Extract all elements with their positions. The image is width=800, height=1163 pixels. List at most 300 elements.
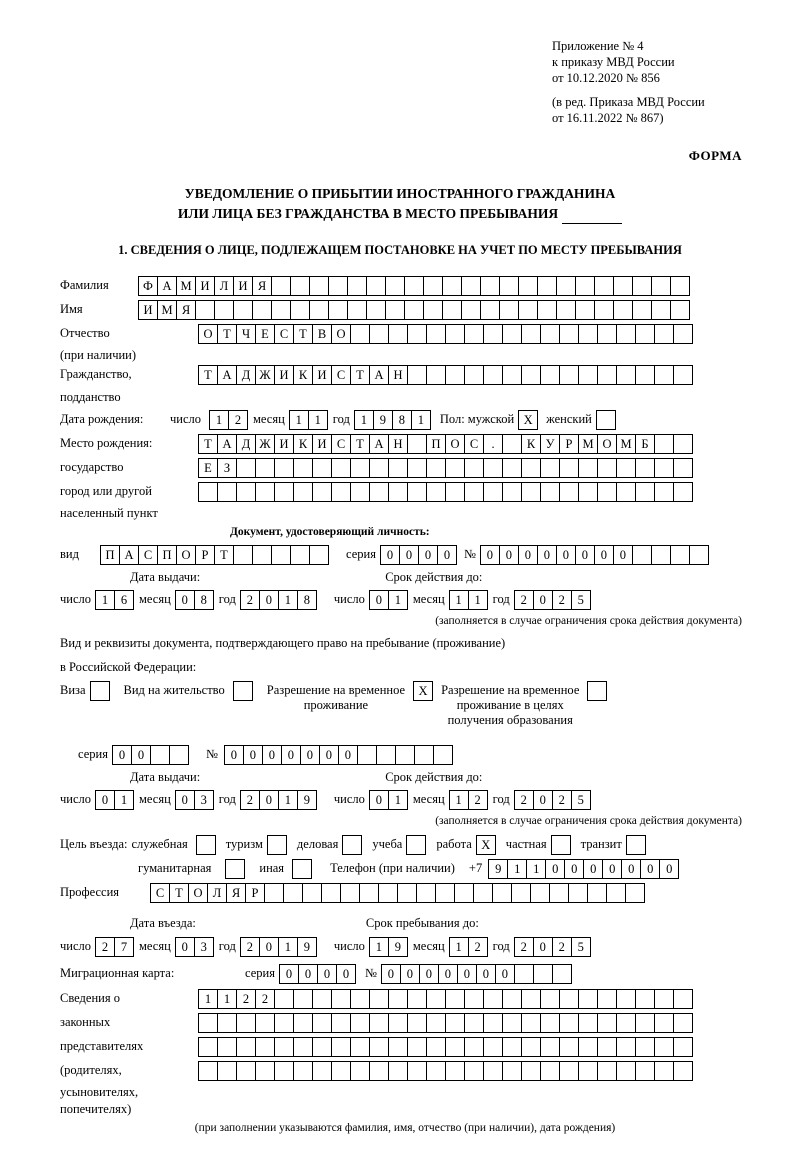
char-cell[interactable] — [673, 1061, 693, 1081]
char-cell[interactable] — [397, 883, 417, 903]
char-cell[interactable]: 0 — [281, 745, 301, 765]
char-cell[interactable]: Л — [214, 276, 234, 296]
char-cell[interactable]: 0 — [418, 545, 438, 565]
char-cell[interactable]: 2 — [240, 790, 260, 810]
char-cell[interactable]: И — [312, 365, 332, 385]
char-cell[interactable] — [654, 1013, 674, 1033]
char-cell[interactable]: Ж — [255, 365, 275, 385]
idoc-type-input[interactable] — [100, 545, 328, 565]
char-cell[interactable] — [673, 365, 693, 385]
char-cell[interactable]: С — [464, 434, 484, 454]
char-cell[interactable] — [530, 883, 550, 903]
char-cell[interactable] — [578, 989, 598, 1009]
char-cell[interactable]: О — [188, 883, 208, 903]
char-cell[interactable] — [654, 1037, 674, 1057]
char-cell[interactable] — [597, 458, 617, 478]
purpose-item2-0-checkbox[interactable] — [225, 859, 245, 879]
char-cell[interactable] — [537, 276, 557, 296]
char-cell[interactable] — [416, 883, 436, 903]
char-cell[interactable]: 2 — [95, 937, 115, 957]
purpose-item2-1-checkbox[interactable] — [292, 859, 312, 879]
char-cell[interactable]: А — [217, 434, 237, 454]
char-cell[interactable]: 0 — [537, 545, 557, 565]
char-cell[interactable] — [559, 1037, 579, 1057]
char-cell[interactable]: А — [157, 276, 177, 296]
char-cell[interactable] — [578, 324, 598, 344]
char-cell[interactable] — [271, 276, 291, 296]
char-cell[interactable] — [369, 324, 389, 344]
char-cell[interactable] — [426, 1037, 446, 1057]
char-cell[interactable]: 0 — [533, 590, 553, 610]
char-cell[interactable]: 2 — [240, 590, 260, 610]
name-input[interactable] — [138, 300, 689, 320]
char-cell[interactable]: С — [138, 545, 158, 565]
purpose-item-6-checkbox[interactable] — [626, 835, 646, 855]
char-cell[interactable] — [388, 482, 408, 502]
char-cell[interactable] — [606, 883, 626, 903]
char-cell[interactable] — [464, 989, 484, 1009]
char-cell[interactable]: Я — [252, 276, 272, 296]
char-cell[interactable]: С — [274, 324, 294, 344]
char-cell[interactable]: Ф — [138, 276, 158, 296]
char-cell[interactable]: 1 — [388, 590, 408, 610]
char-cell[interactable] — [236, 1013, 256, 1033]
char-cell[interactable] — [445, 324, 465, 344]
char-cell[interactable] — [388, 1037, 408, 1057]
permit-visa-checkbox[interactable] — [90, 681, 110, 701]
birthplace-line2-input[interactable] — [198, 458, 692, 478]
char-cell[interactable]: 1 — [209, 410, 229, 430]
char-cell[interactable]: 0 — [575, 545, 595, 565]
char-cell[interactable]: 0 — [95, 790, 115, 810]
char-cell[interactable] — [651, 300, 671, 320]
char-cell[interactable]: 0 — [175, 790, 195, 810]
char-cell[interactable]: 0 — [400, 964, 420, 984]
idoc-series-input[interactable] — [380, 545, 456, 565]
char-cell[interactable] — [616, 365, 636, 385]
char-cell[interactable] — [597, 989, 617, 1009]
char-cell[interactable] — [635, 365, 655, 385]
char-cell[interactable]: 1 — [95, 590, 115, 610]
permit-temporary-checkbox[interactable]: X — [413, 681, 433, 701]
char-cell[interactable]: 0 — [259, 937, 279, 957]
char-cell[interactable] — [654, 989, 674, 1009]
char-cell[interactable]: Н — [388, 434, 408, 454]
char-cell[interactable] — [483, 1013, 503, 1033]
char-cell[interactable]: Т — [350, 365, 370, 385]
char-cell[interactable] — [214, 300, 234, 320]
char-cell[interactable] — [378, 883, 398, 903]
char-cell[interactable]: В — [312, 324, 332, 344]
char-cell[interactable] — [369, 1037, 389, 1057]
permit-issue-year-input[interactable] — [240, 790, 316, 810]
char-cell[interactable] — [255, 458, 275, 478]
char-cell[interactable]: 0 — [533, 790, 553, 810]
char-cell[interactable] — [578, 1037, 598, 1057]
char-cell[interactable] — [521, 458, 541, 478]
char-cell[interactable]: 1 — [369, 937, 389, 957]
char-cell[interactable] — [217, 1037, 237, 1057]
char-cell[interactable]: 5 — [571, 937, 591, 957]
char-cell[interactable] — [540, 458, 560, 478]
char-cell[interactable]: К — [293, 365, 313, 385]
char-cell[interactable]: И — [274, 434, 294, 454]
char-cell[interactable] — [673, 1013, 693, 1033]
idoc-issue-day-input[interactable] — [95, 590, 133, 610]
char-cell[interactable] — [445, 1061, 465, 1081]
char-cell[interactable] — [442, 276, 462, 296]
char-cell[interactable]: 0 — [243, 745, 263, 765]
char-cell[interactable]: 2 — [552, 790, 572, 810]
char-cell[interactable]: 0 — [380, 545, 400, 565]
char-cell[interactable] — [388, 458, 408, 478]
char-cell[interactable] — [651, 276, 671, 296]
char-cell[interactable] — [274, 1061, 294, 1081]
char-cell[interactable] — [673, 482, 693, 502]
char-cell[interactable]: У — [540, 434, 560, 454]
char-cell[interactable] — [340, 883, 360, 903]
char-cell[interactable] — [236, 458, 256, 478]
char-cell[interactable] — [290, 545, 310, 565]
char-cell[interactable] — [328, 276, 348, 296]
char-cell[interactable] — [312, 1061, 332, 1081]
char-cell[interactable]: О — [198, 324, 218, 344]
char-cell[interactable] — [331, 989, 351, 1009]
char-cell[interactable]: Я — [226, 883, 246, 903]
char-cell[interactable] — [502, 1037, 522, 1057]
char-cell[interactable] — [502, 365, 522, 385]
char-cell[interactable] — [461, 276, 481, 296]
char-cell[interactable]: 0 — [438, 964, 458, 984]
char-cell[interactable] — [632, 545, 652, 565]
char-cell[interactable] — [369, 482, 389, 502]
representatives-line1-input[interactable] — [198, 989, 692, 1009]
char-cell[interactable] — [369, 458, 389, 478]
char-cell[interactable]: Т — [198, 365, 218, 385]
char-cell[interactable]: М — [616, 434, 636, 454]
char-cell[interactable]: 2 — [552, 937, 572, 957]
char-cell[interactable] — [407, 324, 427, 344]
char-cell[interactable]: 0 — [399, 545, 419, 565]
char-cell[interactable]: С — [331, 434, 351, 454]
char-cell[interactable] — [255, 1013, 275, 1033]
char-cell[interactable]: 0 — [564, 859, 584, 879]
char-cell[interactable] — [369, 989, 389, 1009]
char-cell[interactable] — [366, 276, 386, 296]
char-cell[interactable] — [594, 276, 614, 296]
char-cell[interactable] — [502, 989, 522, 1009]
char-cell[interactable]: 0 — [583, 859, 603, 879]
char-cell[interactable] — [274, 482, 294, 502]
char-cell[interactable] — [521, 324, 541, 344]
char-cell[interactable]: 3 — [194, 937, 214, 957]
char-cell[interactable]: 0 — [224, 745, 244, 765]
char-cell[interactable] — [521, 989, 541, 1009]
char-cell[interactable] — [483, 1061, 503, 1081]
char-cell[interactable]: 0 — [621, 859, 641, 879]
char-cell[interactable] — [426, 365, 446, 385]
char-cell[interactable]: С — [150, 883, 170, 903]
char-cell[interactable] — [347, 276, 367, 296]
char-cell[interactable] — [540, 989, 560, 1009]
char-cell[interactable] — [464, 324, 484, 344]
char-cell[interactable]: Т — [217, 324, 237, 344]
char-cell[interactable]: О — [176, 545, 196, 565]
char-cell[interactable] — [559, 482, 579, 502]
idoc-valid-day-input[interactable] — [369, 590, 407, 610]
char-cell[interactable] — [195, 300, 215, 320]
char-cell[interactable]: 1 — [308, 410, 328, 430]
char-cell[interactable] — [236, 1061, 256, 1081]
char-cell[interactable] — [578, 365, 598, 385]
char-cell[interactable] — [578, 458, 598, 478]
char-cell[interactable] — [445, 365, 465, 385]
char-cell[interactable] — [483, 482, 503, 502]
char-cell[interactable] — [587, 883, 607, 903]
char-cell[interactable]: 0 — [518, 545, 538, 565]
char-cell[interactable] — [559, 1061, 579, 1081]
profession-input[interactable] — [150, 883, 644, 903]
char-cell[interactable]: 2 — [514, 790, 534, 810]
char-cell[interactable]: 0 — [419, 964, 439, 984]
char-cell[interactable] — [473, 883, 493, 903]
char-cell[interactable] — [309, 276, 329, 296]
char-cell[interactable]: 8 — [392, 410, 412, 430]
char-cell[interactable] — [594, 300, 614, 320]
char-cell[interactable] — [635, 458, 655, 478]
char-cell[interactable] — [404, 276, 424, 296]
char-cell[interactable]: 3 — [194, 790, 214, 810]
char-cell[interactable]: 9 — [373, 410, 393, 430]
char-cell[interactable] — [435, 883, 455, 903]
char-cell[interactable] — [670, 276, 690, 296]
char-cell[interactable] — [309, 300, 329, 320]
char-cell[interactable] — [521, 365, 541, 385]
char-cell[interactable]: Н — [388, 365, 408, 385]
char-cell[interactable]: 1 — [449, 790, 469, 810]
char-cell[interactable] — [559, 989, 579, 1009]
idoc-number-input[interactable] — [480, 545, 708, 565]
char-cell[interactable] — [514, 964, 534, 984]
char-cell[interactable] — [464, 365, 484, 385]
char-cell[interactable]: 0 — [602, 859, 622, 879]
char-cell[interactable] — [673, 324, 693, 344]
char-cell[interactable] — [198, 1013, 218, 1033]
char-cell[interactable] — [502, 1013, 522, 1033]
char-cell[interactable] — [331, 458, 351, 478]
char-cell[interactable]: К — [293, 434, 313, 454]
char-cell[interactable] — [312, 1013, 332, 1033]
permit-education-checkbox[interactable] — [587, 681, 607, 701]
char-cell[interactable] — [366, 300, 386, 320]
char-cell[interactable] — [407, 458, 427, 478]
char-cell[interactable]: 2 — [514, 937, 534, 957]
char-cell[interactable] — [556, 300, 576, 320]
purpose-item-4-checkbox[interactable]: X — [476, 835, 496, 855]
char-cell[interactable] — [407, 989, 427, 1009]
char-cell[interactable] — [426, 324, 446, 344]
entry-month-input[interactable] — [175, 937, 213, 957]
char-cell[interactable] — [597, 324, 617, 344]
char-cell[interactable] — [521, 1061, 541, 1081]
purpose-item-5-checkbox[interactable] — [551, 835, 571, 855]
char-cell[interactable]: Е — [198, 458, 218, 478]
representatives-line2-input[interactable] — [198, 1013, 692, 1033]
entry-year-input[interactable] — [240, 937, 316, 957]
char-cell[interactable] — [321, 883, 341, 903]
char-cell[interactable] — [388, 989, 408, 1009]
char-cell[interactable]: Д — [236, 365, 256, 385]
char-cell[interactable]: 8 — [194, 590, 214, 610]
stay-month-input[interactable] — [449, 937, 487, 957]
char-cell[interactable] — [559, 324, 579, 344]
char-cell[interactable]: 2 — [255, 989, 275, 1009]
char-cell[interactable] — [654, 1061, 674, 1081]
char-cell[interactable]: 0 — [175, 937, 195, 957]
char-cell[interactable]: 0 — [594, 545, 614, 565]
char-cell[interactable]: 0 — [499, 545, 519, 565]
char-cell[interactable] — [414, 745, 434, 765]
char-cell[interactable] — [426, 989, 446, 1009]
char-cell[interactable] — [150, 745, 170, 765]
char-cell[interactable]: С — [331, 365, 351, 385]
char-cell[interactable] — [388, 1013, 408, 1033]
citizenship-input[interactable] — [198, 365, 692, 385]
phone-input[interactable] — [488, 859, 678, 879]
char-cell[interactable]: 1 — [217, 989, 237, 1009]
char-cell[interactable] — [464, 482, 484, 502]
char-cell[interactable]: 0 — [437, 545, 457, 565]
char-cell[interactable] — [635, 324, 655, 344]
char-cell[interactable] — [521, 1013, 541, 1033]
char-cell[interactable] — [454, 883, 474, 903]
char-cell[interactable]: Я — [176, 300, 196, 320]
char-cell[interactable] — [217, 1013, 237, 1033]
representatives-line4-input[interactable] — [198, 1061, 692, 1081]
purpose-item-1-checkbox[interactable] — [267, 835, 287, 855]
char-cell[interactable] — [575, 300, 595, 320]
char-cell[interactable]: 0 — [476, 964, 496, 984]
permit-number-input[interactable] — [224, 745, 452, 765]
idoc-issue-year-input[interactable] — [240, 590, 316, 610]
char-cell[interactable]: 0 — [259, 590, 279, 610]
char-cell[interactable] — [255, 1061, 275, 1081]
char-cell[interactable] — [255, 1037, 275, 1057]
char-cell[interactable] — [271, 545, 291, 565]
char-cell[interactable] — [552, 964, 572, 984]
char-cell[interactable]: 0 — [262, 745, 282, 765]
char-cell[interactable] — [309, 545, 329, 565]
char-cell[interactable] — [635, 989, 655, 1009]
char-cell[interactable] — [312, 458, 332, 478]
char-cell[interactable] — [673, 989, 693, 1009]
permit-issue-day-input[interactable] — [95, 790, 133, 810]
char-cell[interactable] — [426, 482, 446, 502]
char-cell[interactable] — [575, 276, 595, 296]
char-cell[interactable] — [559, 1013, 579, 1033]
birthplace-line1-input[interactable] — [198, 434, 692, 454]
char-cell[interactable]: 0 — [381, 964, 401, 984]
char-cell[interactable] — [359, 883, 379, 903]
patronymic-input[interactable] — [198, 324, 692, 344]
char-cell[interactable]: М — [578, 434, 598, 454]
char-cell[interactable] — [407, 1037, 427, 1057]
char-cell[interactable] — [625, 883, 645, 903]
char-cell[interactable] — [540, 365, 560, 385]
char-cell[interactable] — [290, 276, 310, 296]
char-cell[interactable]: 6 — [114, 590, 134, 610]
char-cell[interactable] — [483, 1037, 503, 1057]
char-cell[interactable] — [217, 482, 237, 502]
permit-valid-year-input[interactable] — [514, 790, 590, 810]
char-cell[interactable] — [271, 300, 291, 320]
char-cell[interactable]: 0 — [319, 745, 339, 765]
char-cell[interactable]: 9 — [297, 937, 317, 957]
char-cell[interactable] — [533, 964, 553, 984]
char-cell[interactable]: 1 — [278, 590, 298, 610]
char-cell[interactable] — [499, 276, 519, 296]
char-cell[interactable] — [445, 458, 465, 478]
char-cell[interactable] — [252, 545, 272, 565]
char-cell[interactable] — [274, 458, 294, 478]
char-cell[interactable] — [331, 1061, 351, 1081]
char-cell[interactable] — [559, 365, 579, 385]
char-cell[interactable] — [483, 365, 503, 385]
char-cell[interactable] — [651, 545, 671, 565]
char-cell[interactable]: З — [217, 458, 237, 478]
char-cell[interactable] — [464, 1037, 484, 1057]
char-cell[interactable] — [578, 482, 598, 502]
char-cell[interactable] — [350, 458, 370, 478]
char-cell[interactable]: 2 — [468, 790, 488, 810]
char-cell[interactable]: 1 — [278, 790, 298, 810]
char-cell[interactable] — [540, 1037, 560, 1057]
char-cell[interactable]: Т — [214, 545, 234, 565]
char-cell[interactable] — [502, 434, 522, 454]
char-cell[interactable]: 0 — [533, 937, 553, 957]
char-cell[interactable] — [689, 545, 709, 565]
char-cell[interactable]: 0 — [659, 859, 679, 879]
char-cell[interactable]: 0 — [317, 964, 337, 984]
char-cell[interactable]: О — [445, 434, 465, 454]
char-cell[interactable] — [483, 458, 503, 478]
char-cell[interactable]: 0 — [369, 790, 389, 810]
char-cell[interactable] — [198, 1061, 218, 1081]
char-cell[interactable]: О — [597, 434, 617, 454]
permit-valid-day-input[interactable] — [369, 790, 407, 810]
char-cell[interactable] — [331, 482, 351, 502]
char-cell[interactable] — [559, 458, 579, 478]
char-cell[interactable] — [483, 324, 503, 344]
char-cell[interactable] — [499, 300, 519, 320]
char-cell[interactable] — [632, 276, 652, 296]
char-cell[interactable]: И — [195, 276, 215, 296]
char-cell[interactable]: 0 — [336, 964, 356, 984]
char-cell[interactable]: А — [369, 365, 389, 385]
char-cell[interactable] — [502, 458, 522, 478]
char-cell[interactable]: М — [176, 276, 196, 296]
sex-female-checkbox[interactable] — [596, 410, 616, 430]
char-cell[interactable]: И — [274, 365, 294, 385]
char-cell[interactable] — [369, 1013, 389, 1033]
char-cell[interactable] — [540, 1061, 560, 1081]
char-cell[interactable]: 1 — [507, 859, 527, 879]
char-cell[interactable] — [616, 1061, 636, 1081]
char-cell[interactable] — [483, 989, 503, 1009]
char-cell[interactable]: 1 — [354, 410, 374, 430]
char-cell[interactable] — [670, 545, 690, 565]
char-cell[interactable]: 0 — [112, 745, 132, 765]
